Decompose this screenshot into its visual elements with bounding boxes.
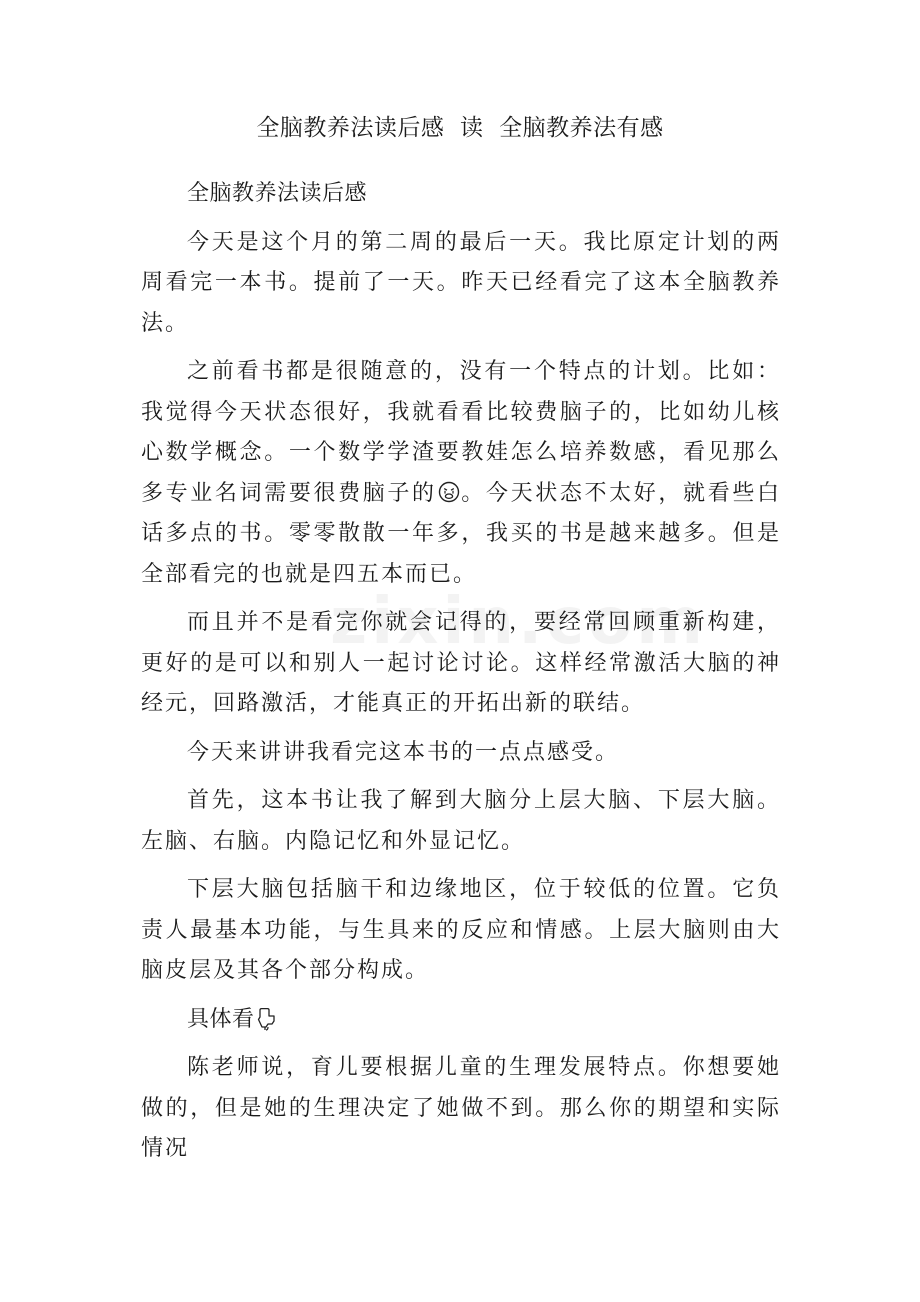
paragraph-text: 具体看 xyxy=(187,1006,255,1032)
paragraph-subtitle: 全脑教养法读后感 xyxy=(187,181,368,206)
paragraph xyxy=(141,1000,781,1041)
paragraph: 今天是这个月的第二周的最后一天。我比原定计划的两周看完一本书。提前了一天。昨天已经看完了这本全脑教养法。 xyxy=(141,229,781,336)
paragraph: 今天来讲讲我看完这本书的一点点感受。 xyxy=(187,739,620,765)
paragraph: 陈老师说，育儿要根据儿童的生理发展特点。你想要她做的，但是她的生理决定了她做不到。那么你的期望和实际情况 xyxy=(141,1055,781,1161)
paragraph: 下层大脑包括脑干和边缘地区，位于较低的位置。它负责人最基本功能，与生具来的反应和情感。上层大脑则由大脑皮层及其各个部分构成。 xyxy=(141,877,781,983)
paragraph-text: 之前看书都是很随意的，没有一个特点的计划。比如：我觉得今天状态很好，我就看看比较费脑子的，比如幼儿核心数学概念。一个数学学渣要教娃怎么培养数感，看见那么多专业名词需要很费脑子的 xyxy=(141,359,781,506)
document-body xyxy=(141,174,781,1178)
paragraph: 首先，这本书让我了解到大脑分上层大脑、下层大脑。左脑、右脑。内隐记忆和外显记忆。 xyxy=(141,788,781,854)
pointing-down-hand-icon xyxy=(256,1007,278,1029)
paragraph xyxy=(141,352,781,595)
crying-face-icon xyxy=(438,481,460,503)
paragraph-text: 。今天状态不太好，就看些白话多点的书。零零散散一年多，我买的书是越来越多。但是全部看完的也就是四五本而已。 xyxy=(141,480,781,587)
paragraph: 而且并不是看完你就会记得的，要经常回顾重新构建，更好的是可以和别人一起讨论讨论。这样经常激活大脑的神经元，回路激活，才能真正的开拓出新的联结。 xyxy=(141,610,781,716)
document-title: 全脑教养法读后感 读 全脑教养法有感 xyxy=(256,115,664,141)
